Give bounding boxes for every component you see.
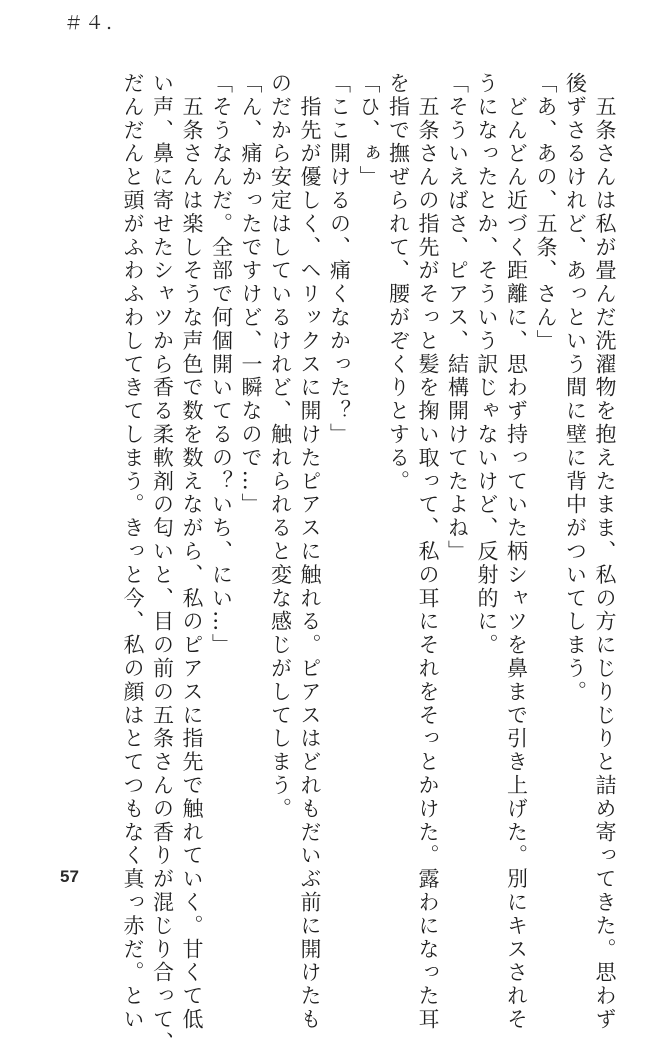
text-line: 「そういえばさ、ピアス、結構開けてたよね」 xyxy=(445,72,470,564)
text-line: 「ここ開けるの、痛くなかった？」 xyxy=(327,72,352,447)
chapter-heading: ＃４. xyxy=(64,12,115,34)
text-line: 「ん、痛かったですけど、一瞬なので…」 xyxy=(239,72,263,517)
page-number: 57 xyxy=(60,867,79,886)
text-line: 五条さんの指先がそっと髪を掬い取って、私の耳にそれをそっとかけた。露わになった耳 xyxy=(416,72,440,1032)
text-line: 「ひ、ぁ」 xyxy=(357,72,381,189)
text-line: 「あ、あの、五条、さん」 xyxy=(534,72,558,353)
text-line: を指で撫ぜられて、腰がぞくりとする。 xyxy=(386,72,411,494)
text-line: どんどん近づく距離に、思わず持っていた柄シャツを鼻まで引き上げた。別にキスされそ xyxy=(504,72,529,1032)
text-line: 五条さんは楽しそうな声色で数を数えながら、私のピアスに指先で触れていく。甘くて低 xyxy=(180,72,204,1032)
text-line: 後ずさるけれど、あっという間に壁に背中がついてしまう。 xyxy=(563,72,588,704)
text-line: だんだんと頭がふわふわしてきてしまう。きっと今、私の顔はとてつもなく真っ赤だ。とい xyxy=(121,72,145,1032)
vertical-body-text xyxy=(118,72,620,1055)
text-line: のだから安定はしているけれど、触れられると変な感じがしてしまう。 xyxy=(268,72,293,821)
text-line: 五条さんは私が畳んだ洗濯物を抱えたまま、私の方にじりじりと詰め寄ってきた。思わず xyxy=(593,72,617,1032)
text-line: 指先が優しく、ヘリックスに開けたピアスに触れる。ピアスはどれもだいぶ前に開けたも xyxy=(298,72,322,1032)
text-line: うになったとか、そういう訳じゃないけど、反射的に。 xyxy=(475,72,499,657)
text-line: 「そうなんだ。全部で何個開いてるの？いち、にい…」 xyxy=(209,72,234,657)
text-line: い声、鼻に寄せたシャツから香る柔軟剤の匂いと、目の前の五条さんの香りが混じり合って、 xyxy=(150,72,175,1055)
